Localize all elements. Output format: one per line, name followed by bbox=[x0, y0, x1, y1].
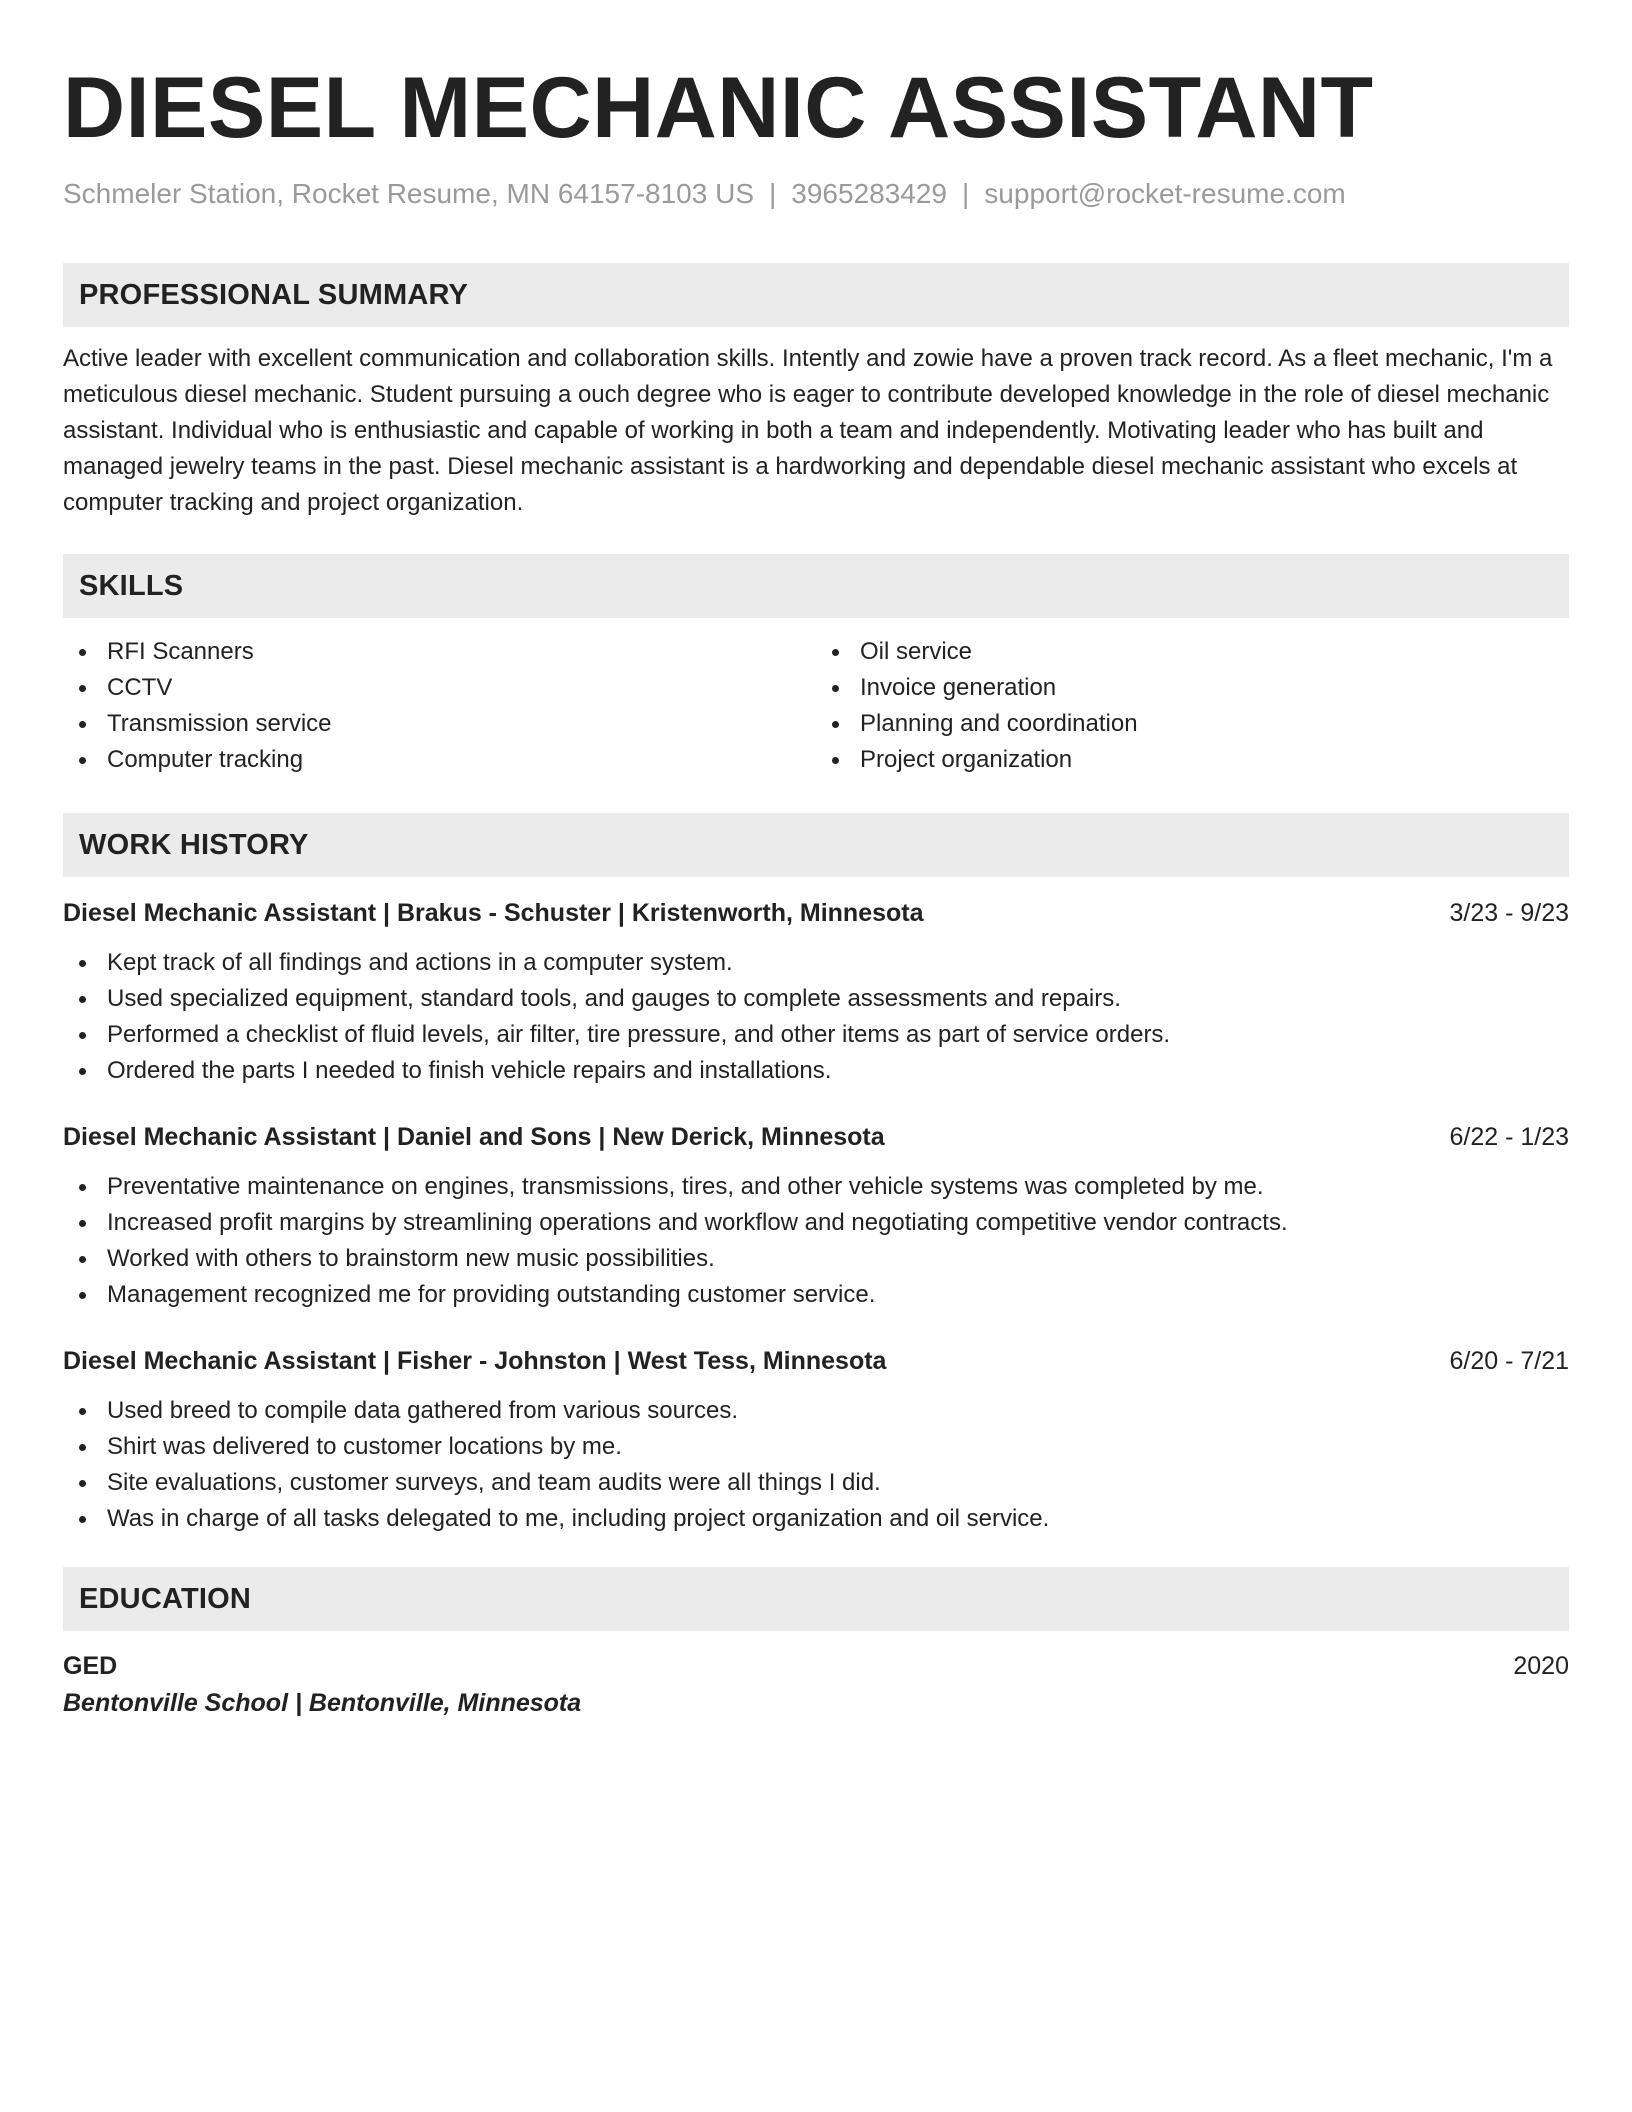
summary-text: Active leader with excellent communication and collaboration skills. Intently and zowie have a proven track record. As a fleet mechanic, I'm a meticulous diesel mechanic. Student pursuing a ouch degree who is eager to contribute developed knowledge in the role of diesel mechanic assistant. Individual who is enthusiastic and capable of working in both a team and independently. Motivating leader who has built and managed jewelry teams in the past. Diesel mechanic assistant is a hardworking and dependable diesel mechanic assistant who excels at computer tracking and project organization. bbox=[63, 345, 1553, 516]
job-bullet: Site evaluations, customer surveys, and team audits were all things I did. bbox=[63, 1465, 1569, 1501]
contact-line bbox=[63, 176, 1569, 212]
contact-separator: | bbox=[769, 178, 777, 209]
job-bullet: Increased profit margins by streamlining operations and workflow and negotiating competitive vendor contracts. bbox=[63, 1205, 1569, 1241]
contact-address: Schmeler Station, Rocket Resume, MN 64157-8103 US bbox=[63, 178, 754, 209]
job-bullet: Used specialized equipment, standard tools, and gauges to complete assessments and repairs. bbox=[63, 981, 1569, 1017]
resume-name: DIESEL MECHANIC ASSISTANT bbox=[63, 60, 1374, 156]
education-header bbox=[63, 1648, 1569, 1685]
job-bullet: Used breed to compile data gathered from various sources. bbox=[63, 1393, 1569, 1429]
job-entry bbox=[63, 1343, 1569, 1537]
contact-email: support@rocket-resume.com bbox=[984, 178, 1346, 209]
job-title: Diesel Mechanic Assistant | Daniel and Sons | New Derick, Minnesota bbox=[63, 1123, 885, 1151]
skill-item: Oil service bbox=[816, 634, 1569, 670]
section-header-work-history: WORK HISTORY bbox=[63, 813, 1569, 877]
section-header-education: EDUCATION bbox=[63, 1567, 1569, 1631]
job-dates: 6/22 - 1/23 bbox=[1449, 1123, 1569, 1151]
job-header bbox=[63, 895, 1569, 931]
section-header-summary: PROFESSIONAL SUMMARY bbox=[63, 263, 1569, 327]
education-degree: GED bbox=[63, 1652, 118, 1680]
skill-item: Transmission service bbox=[63, 706, 816, 742]
skill-item: RFI Scanners bbox=[63, 634, 816, 670]
job-bullets bbox=[63, 1393, 1569, 1537]
skill-item: Computer tracking bbox=[63, 742, 816, 778]
skills-column-right bbox=[816, 634, 1569, 778]
job-header bbox=[63, 1343, 1569, 1379]
contact-separator: | bbox=[962, 178, 970, 209]
job-entry bbox=[63, 895, 1569, 1089]
skills-column-left bbox=[63, 634, 816, 778]
skill-item: Planning and coordination bbox=[816, 706, 1569, 742]
education-year: 2020 bbox=[1513, 1652, 1569, 1680]
contact-phone: 3965283429 bbox=[791, 178, 948, 209]
skill-item: CCTV bbox=[63, 670, 816, 706]
job-header bbox=[63, 1119, 1569, 1155]
section-header-skills: SKILLS bbox=[63, 554, 1569, 618]
job-bullets bbox=[63, 1169, 1569, 1313]
job-title: Diesel Mechanic Assistant | Fisher - Johnston | West Tess, Minnesota bbox=[63, 1347, 887, 1375]
job-bullet: Ordered the parts I needed to finish vehicle repairs and installations. bbox=[63, 1053, 1569, 1089]
job-bullet: Kept track of all findings and actions in a computer system. bbox=[63, 945, 1569, 981]
job-title: Diesel Mechanic Assistant | Brakus - Schuster | Kristenworth, Minnesota bbox=[63, 899, 924, 927]
job-bullet: Performed a checklist of fluid levels, air filter, tire pressure, and other items as part of service orders. bbox=[63, 1017, 1569, 1053]
job-entry bbox=[63, 1119, 1569, 1313]
job-dates: 3/23 - 9/23 bbox=[1449, 899, 1569, 927]
skill-item: Invoice generation bbox=[816, 670, 1569, 706]
skills-list bbox=[63, 634, 1569, 778]
job-bullet: Was in charge of all tasks delegated to me, including project organization and oil service. bbox=[63, 1501, 1569, 1537]
skill-item: Project organization bbox=[816, 742, 1569, 778]
job-bullet: Preventative maintenance on engines, transmissions, tires, and other vehicle systems was completed by me. bbox=[63, 1169, 1569, 1205]
job-bullet: Worked with others to brainstorm new music possibilities. bbox=[63, 1241, 1569, 1277]
education-school: Bentonville School | Bentonville, Minnesota bbox=[63, 1689, 582, 1717]
job-bullet: Shirt was delivered to customer locations by me. bbox=[63, 1429, 1569, 1465]
job-bullet: Management recognized me for providing outstanding customer service. bbox=[63, 1277, 1569, 1313]
job-dates: 6/20 - 7/21 bbox=[1449, 1347, 1569, 1375]
job-bullets bbox=[63, 945, 1569, 1089]
